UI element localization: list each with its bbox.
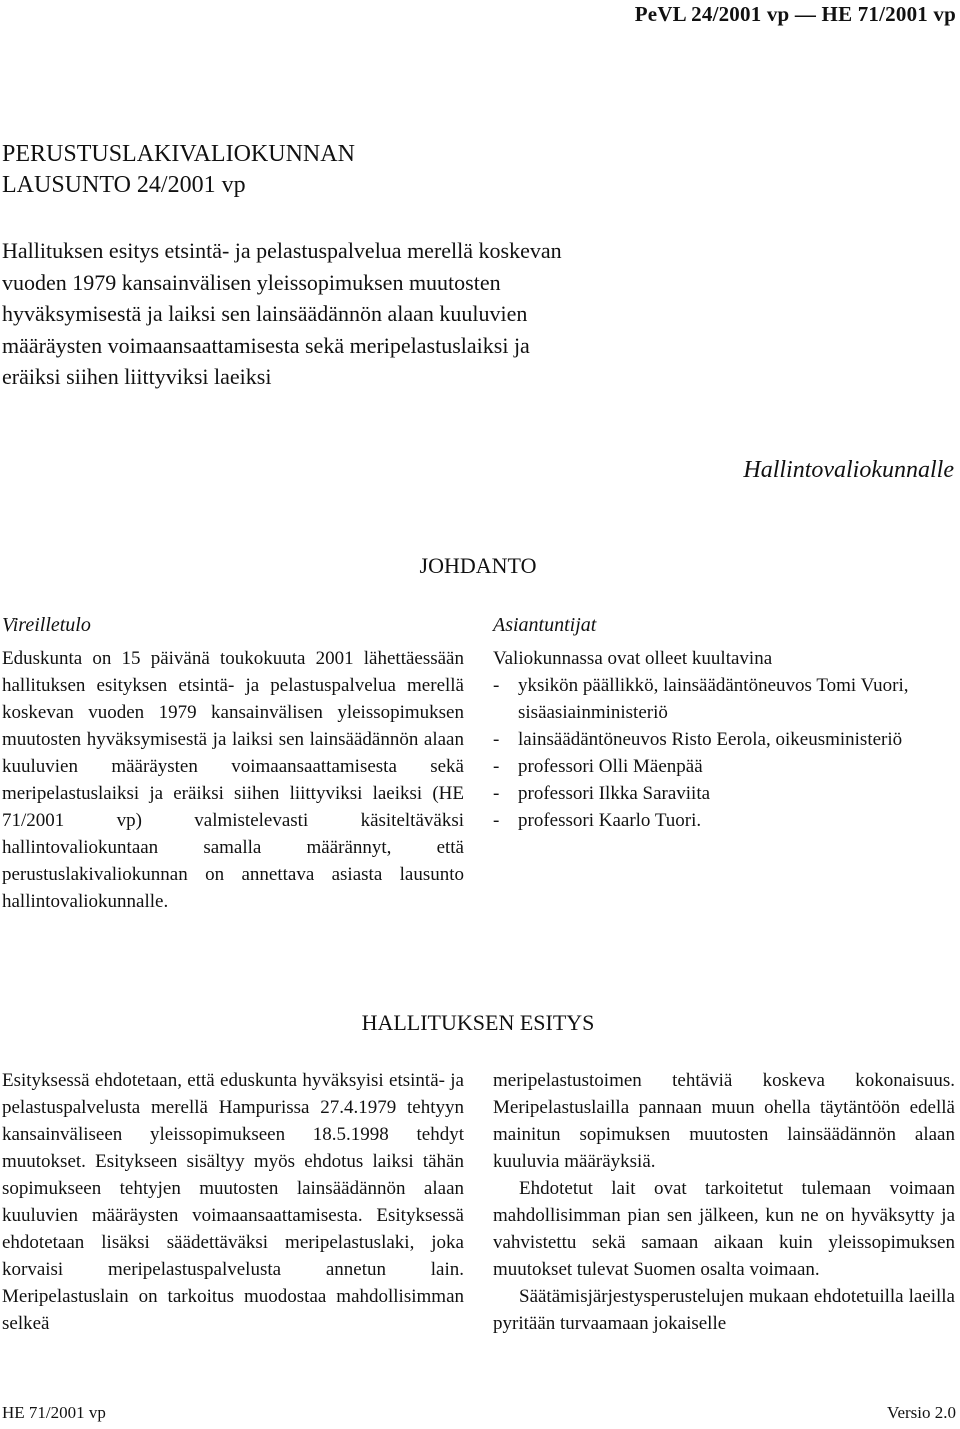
asiantuntijat-heading: Asiantuntijat: [493, 614, 597, 636]
vireilletulo-section: [2, 612, 464, 915]
vireilletulo-text: Eduskunta on 15 päivänä toukokuuta 2001 lähettäessään hallituksen esityksen etsintä- ja pelastuspalvelua merellä koskevan vuoden 1979 kansainvälisen yleissopimuksen muutosten hyväksymisestä ja laiksi sen lainsäädännön alaan kuuluvien määräysten voimaansaattamisesta sekä meripelastuslaiksi ja eräiksi siihen liittyviksi laeiksi (HE 71/2001 vp) valmistelevasti käsiteltäväksi hallintovaliokuntaan samalla määrännyt, että perustuslakivaliokunnan on annettava asiasta lausunto hallintovaliokunnalle.: [2, 648, 464, 912]
footer-document-id: HE 71/2001 vp: [2, 1403, 106, 1422]
section-heading-johdanto: JOHDANTO: [419, 553, 537, 578]
section-heading-hallituksen-esitys: HALLITUKSEN ESITYS: [361, 1010, 595, 1035]
recipient-committee: Hallintovaliokunnalle: [743, 457, 954, 483]
expert-item: - professori Ilkka Saraviita: [493, 783, 711, 804]
title-line-1: PERUSTUSLAKIVALIOKUNNAN: [2, 141, 355, 167]
expert-item: - yksikön päällikkö, lainsäädäntöneuvos Tomi Vuori, sisäasiainministeriö: [493, 675, 909, 723]
title-line-2: LAUSUNTO 24/2001 vp: [2, 172, 246, 198]
document-title: [2, 139, 355, 201]
proposal-right-column: [493, 1067, 955, 1337]
expert-list: [493, 672, 955, 834]
proposal-left-column: [2, 1067, 464, 1337]
proposal-paragraph: Säätämisjärjestysperustelujen mukaan ehdotetuilla laeilla pyritään turvaamaan jokaiselle: [493, 1286, 955, 1334]
document-subtitle: Hallituksen esitys etsintä- ja pelastuspalvelua merellä koskevan vuoden 1979 kansainvälisen yleissopimuksen muutosten hyväksymisestä ja laiksi sen lainsäädännön alaan kuuluvien määräysten voimaansaattamisesta sekä meripelastuslaiksi ja eräiksi siihen liittyviksi laeiksi: [2, 238, 562, 389]
asiantuntijat-intro: Valiokunnassa ovat olleet kuultavina: [493, 648, 773, 669]
proposal-paragraph: Ehdotetut lait ovat tarkoitetut tulemaan voimaan mahdollisimman pian sen jälkeen, kun ne on hyväksytty ja vahvistettu sekä samaan aikaan kuin yleissopimuksen muutokset tulevat Suomen osalta voimaan.: [493, 1178, 955, 1280]
expert-item: - professori Kaarlo Tuori.: [493, 810, 702, 831]
expert-item: - professori Olli Mäenpää: [493, 756, 703, 777]
document-reference: PeVL 24/2001 vp — HE 71/2001 vp: [634, 2, 956, 26]
asiantuntijat-section: [493, 612, 955, 834]
expert-item: - lainsäädäntöneuvos Risto Eerola, oikeusministeriö: [493, 729, 903, 750]
proposal-paragraph: meripelastustoimen tehtäviä koskeva kokonaisuus. Meripelastuslailla pannaan muun ohella täytäntöön edellä mainitun sopimuksen muutosten lainsäädännön alaan kuuluvia määräyksiä.: [493, 1070, 955, 1172]
vireilletulo-heading: Vireilletulo: [2, 614, 91, 636]
footer-version: Versio 2.0: [887, 1403, 956, 1422]
proposal-paragraph: Esityksessä ehdotetaan, että eduskunta hyväksyisi etsintä- ja pelastuspalvelusta merellä Hampurissa 27.4.1979 tehtyyn kansainväliseen yleissopimukseen 18.5.1998 tehdyt muutokset. Esitykseen sisältyy myös ehdotus laiksi tähän sopimukseen tehtyjen muutosten lainsäädännön alaan kuuluvien määräysten voimaansaattamisesta. Esityksessä ehdotetaan lisäksi säädettäväksi meripelastuslaki, joka korvaisi meripelastuspalvelusta annetun lain. Meripelastuslain on tarkoitus muodostaa mahdollisimman selkeä: [2, 1070, 464, 1334]
